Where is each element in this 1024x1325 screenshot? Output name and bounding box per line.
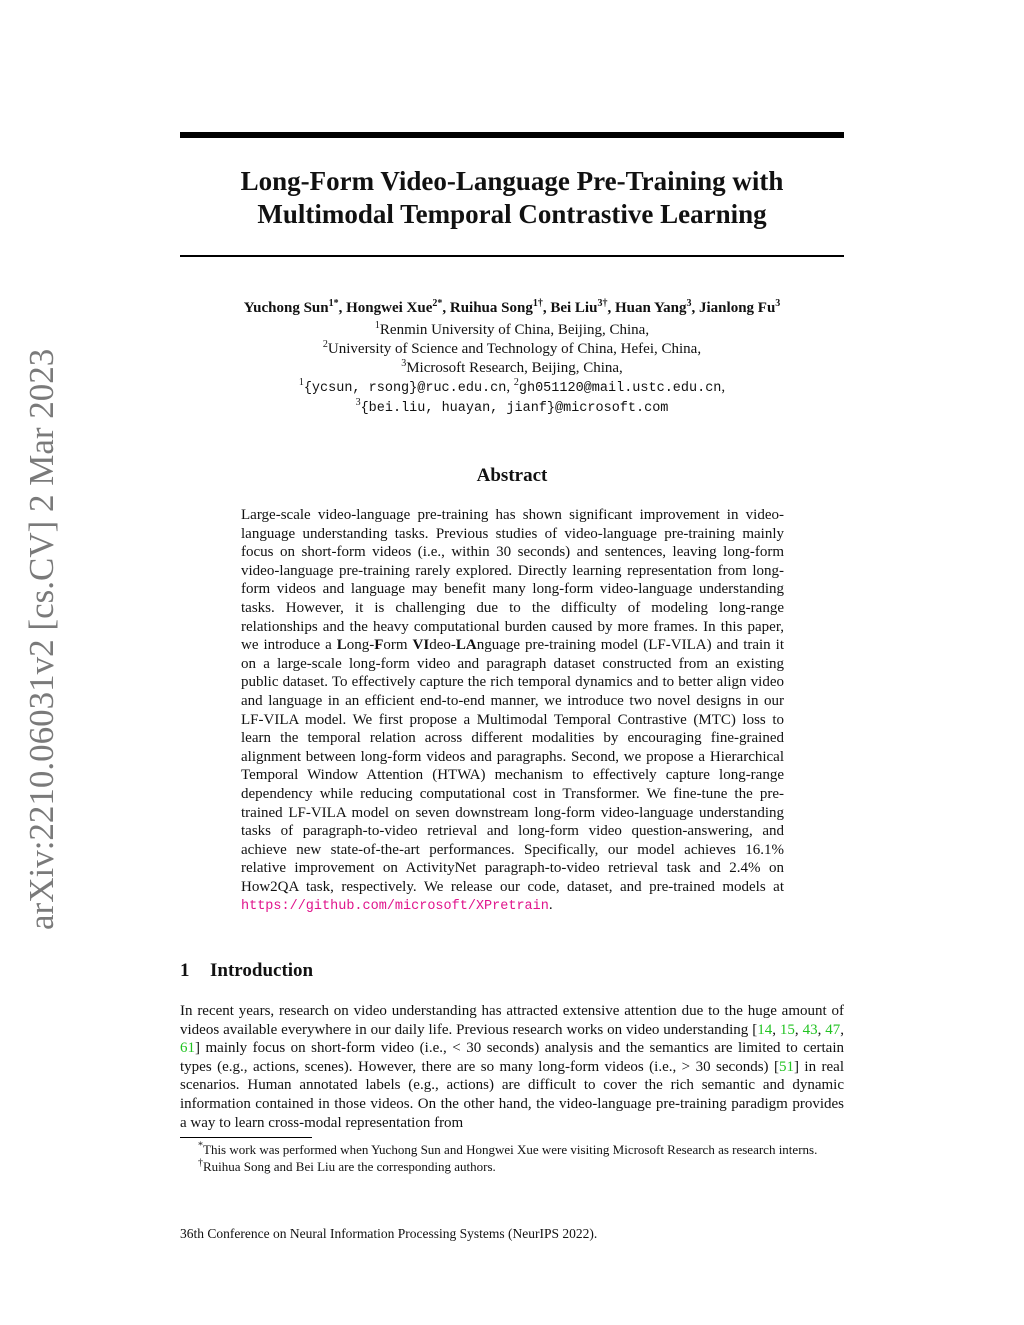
email-microsoft[interactable]: {bei.liu, huayan, jianf}@microsoft.com [360,401,669,416]
email-separator: , [506,379,514,395]
acronym-rest: orm [383,637,413,654]
citation-link[interactable]: 61 [180,1040,195,1057]
paper-title [180,165,844,231]
affiliation-text: University of Science and Technology of China, Hefei, China, [327,341,702,357]
arxiv-stamp: arXiv:2210.06031v2 [cs.CV] 2 Mar 2023 [22,348,61,930]
intro-text: ] mainly focus on short-form video (i.e., < 30 seconds) analysis and the semantics are limited to certain types (e.g., actions, scenes). However, there are so many long-form videos (i.e., > 30 seconds) [ [180,1040,844,1075]
section-title: Introduction [210,960,314,981]
author-name: Huan Yang [614,300,687,316]
email-mark: 3 [355,397,361,408]
affiliation-text: Microsoft Research, Beijing, China, [406,360,623,376]
footnote-2 [180,1159,844,1176]
affiliation-3 [180,359,844,378]
email-mark: 2 [513,377,519,388]
author-name: Bei Liu [550,300,598,316]
citation-link[interactable]: 14 [757,1021,773,1038]
author-name: Jianlong Fu [699,300,776,316]
abstract-text: Large-scale video-language pre-training has shown significant improvement in video-language understanding tasks. Previous studies of video-language pre-training mainly focus on short-form videos (i.e., within 30 seconds) and sentences, leaving long-form video-language pre-training rarely explored. Directly learning representation from long-form videos and language may benefit many long-form video-language understanding tasks. However, it is challenging due to the difficulty of modeling long-range relationships and the heavy computational burden caused by more frames. In this paper, we introduce a [241,507,784,654]
footnote-mark: * [198,1140,203,1152]
citation-link[interactable]: 47 [825,1021,841,1038]
footnote-1 [180,1142,844,1159]
citation-link[interactable]: 15 [779,1021,795,1038]
citation-link[interactable]: 51 [778,1058,794,1075]
section-number: 1 [180,960,190,981]
acronym-letter: VI [412,637,430,654]
title-line-1: Long-Form Video-Language Pre-Training with [240,166,784,196]
author-name: Hongwei Xue [346,300,433,316]
title-line-2: Multimodal Temporal Contrastive Learning [257,199,767,229]
acronym-rest: nguage [476,637,521,654]
conference-note: 36th Conference on Neural Information Processing Systems (NeurIPS 2022). [180,1226,598,1241]
github-link[interactable]: https://github.com/microsoft/XPretrain [241,899,549,915]
affiliations [180,321,844,418]
affiliation-text: Renmin University of China, Beijing, China, [379,322,650,338]
email-trail: , [721,379,726,395]
footnote-text: This work was performed when Yuchong Sun and Hongwei Xue were visiting Microsoft Research as research interns. [203,1142,818,1157]
acronym-rest: deo- [429,637,456,654]
email-mark: 1 [298,377,304,388]
footnote-mark: † [198,1157,203,1169]
author-name: Yuchong Sun [243,300,329,316]
footnotes [180,1142,844,1175]
author-mark: 1* [328,298,339,309]
title-top-rule [180,132,844,138]
intro-text: ] in real scenarios. Human annotated labels (e.g., actions) are difficult to cover the rich semantic and dynamic information contained in those videos. On the other hand, the video-language pre-training paradigm provides a way to learn cross-modal representation from [180,1058,845,1131]
author-mark: 3 [775,298,781,309]
intro-heading [180,960,844,982]
intro-body: In recent years, research on video understanding has attracted extensive attention due to the huge amount of videos available everywhere in our daily life. Previous research works on video understanding [14, 15, 43, 47, 61] mainly focus on short-form video (i.e., < 30 seconds) analysis and the semantics are limited to certain types (e.g., actions, scenes). However, there are so many long-form videos (i.e., > 30 seconds) [51] in real scenarios. Human annotated labels (e.g., actions) are difficult to cover the rich semantic and dynamic information contained in those videos. On the other hand, the video-language pre-training paradigm provides a way to learn cross-modal representation from [180,1003,845,1131]
author-list: Yuchong Sun$^{1*}$, Hongwei Xue$^{2*}$, Ruihua Song$^{1\dagger}$, Bei Liu$^{3\dagger}$, Huan Yang$^3$, Jianlong Fu$^3$ [243,298,781,316]
email-ustc[interactable]: gh051120@mail.ustc.edu.cn [518,381,722,396]
abstract-heading: Abstract [476,465,548,486]
author-mark: 2* [432,298,443,309]
author-name: Ruihua Song [449,300,533,316]
footnote-rule [180,1137,312,1138]
abstract-body [241,506,784,917]
abstract-text: pre-training model (LF-VILA) and train it on a large-scale long-form video and paragraph dataset constructed from an existing public dataset. To effectively capture the rich temporal dynamics and to better align video and language in an efficient end-to-end manner, we introduce two novel designs in our LF-VILA model. We first propose a Multimodal Temporal Contrastive (MTC) loss to learn the temporal relation across different modalities by encouraging fine-grained alignment between long-form videos and paragraphs. Second, we propose a Hierarchical Temporal Window Attention (HTWA) mechanism to effectively capture long-range dependency while reducing computational cost in Transformer. We fine-tune the pre-trained LF-VILA model on seven downstream long-form video-language understanding tasks of paragraph-to-video retrieval and long-form video question-answering, and achieve new state-of-the-art performances. Specifically, our model achieves 16.1% relative improvement on ActivityNet paragraph-to-video retrieval task and 2.4% on How2QA task, respectively. We release our code, dataset, and pre-trained models at [241,637,784,895]
affiliation-1 [180,321,844,340]
affiliation-mark: 1 [374,320,380,331]
acronym-letter: L [336,637,347,654]
email-line-2 [180,398,844,418]
footnote-text: Ruihua Song and Bei Liu are the corresponding authors. [203,1158,496,1174]
author-mark: 3 [686,298,692,309]
abstract-end: . [548,897,553,914]
acronym-letter: F [374,637,384,654]
citation-link[interactable]: 43 [802,1021,818,1038]
intro-text: In recent years, research on video understanding has attracted extensive attention due to the huge amount of videos available everywhere in our daily life. Previous research works on video understanding [ [180,1003,844,1038]
affiliation-mark: 3 [401,358,407,369]
title-bottom-rule [180,255,844,257]
acronym-letter: LA [455,637,477,654]
affiliation-mark: 2 [322,339,328,350]
acronym-rest: ong- [346,637,375,654]
author-mark: 1† [532,298,543,309]
email-ruc[interactable]: {ycsun, rsong}@ruc.edu.cn [303,381,507,396]
affiliation-2 [180,340,844,359]
author-mark: 3† [597,298,608,309]
email-line-1 [180,378,844,398]
